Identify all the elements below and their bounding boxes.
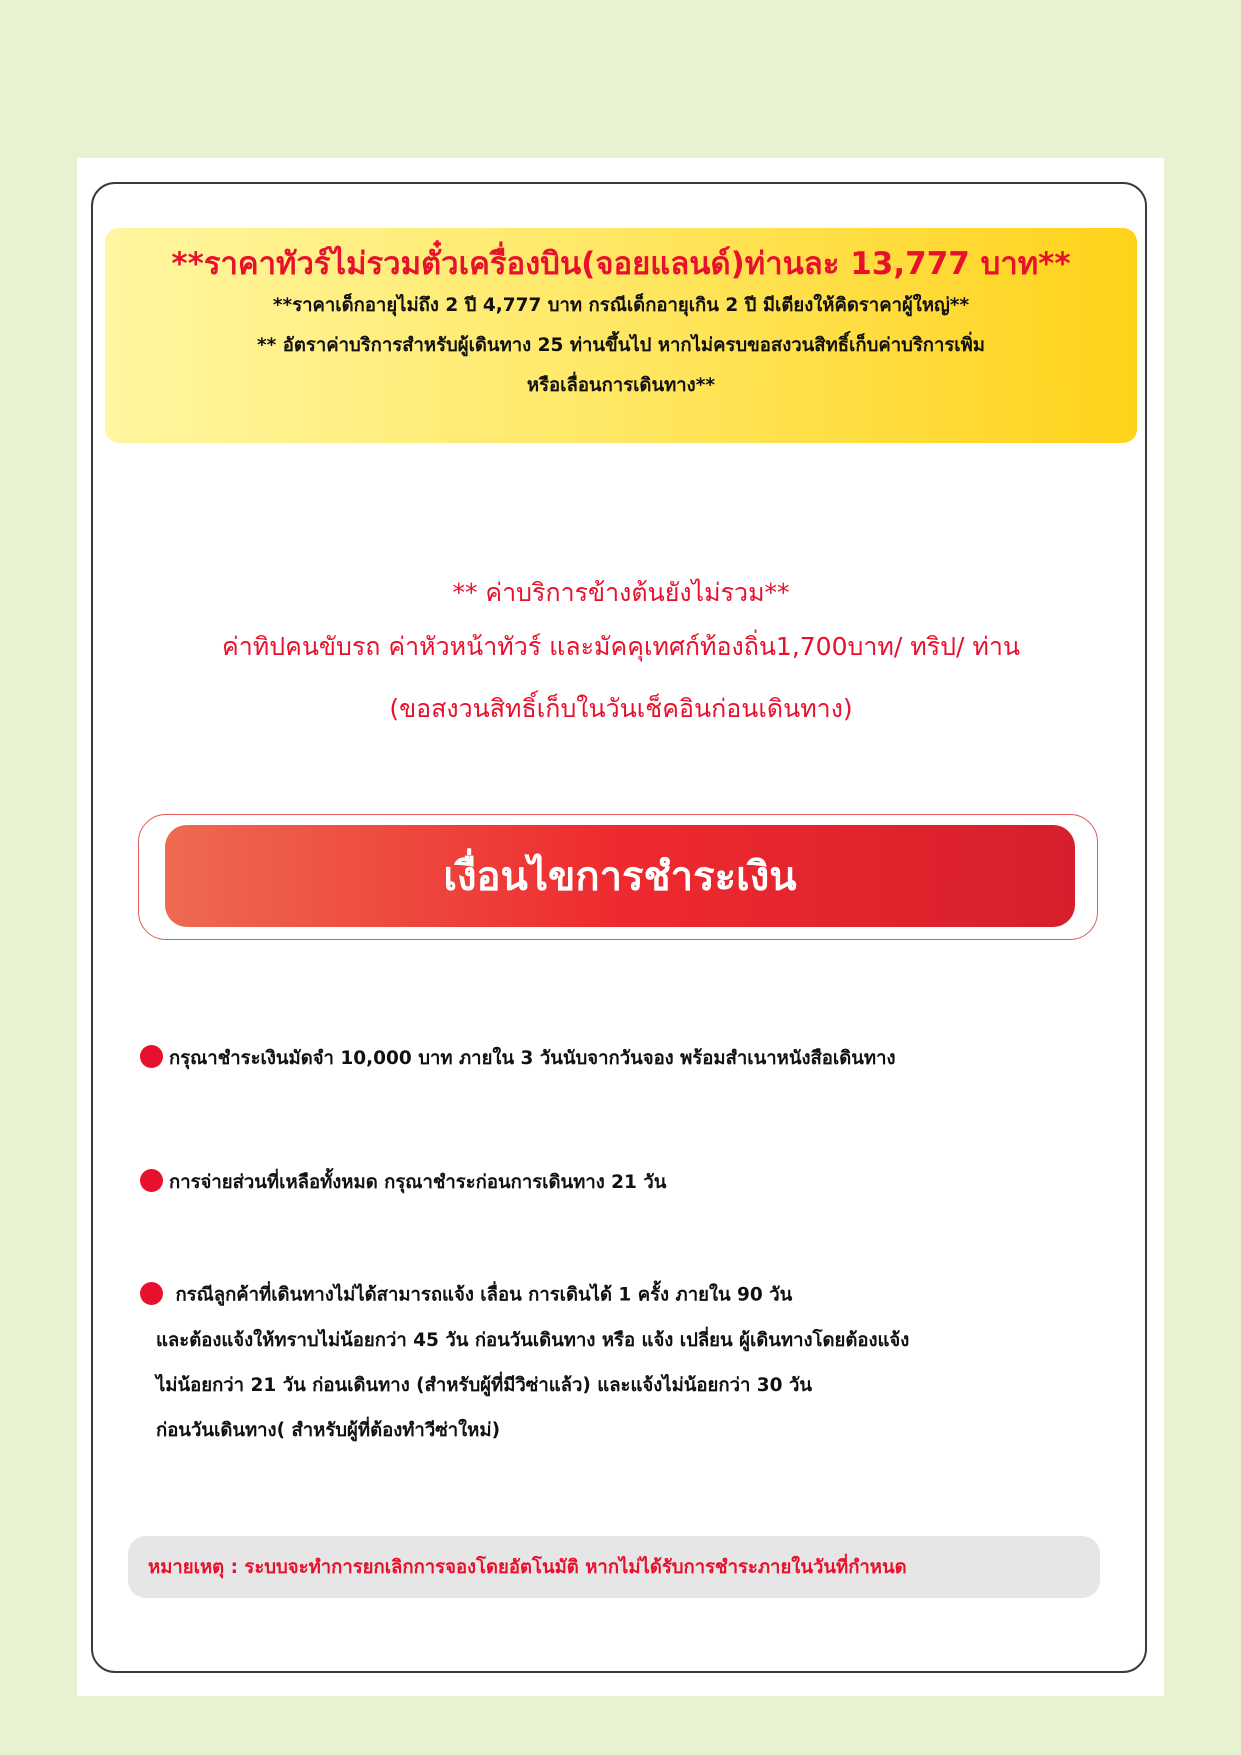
payment-heading: เงื่อนไขการชำระเงิน (443, 854, 797, 900)
price-title: **ราคาทัวร์ไม่รวมตั๋วเครื่องบิน(จอยแลนด์)ท่านละ 13,777 บาท** (171, 246, 1071, 282)
child-price-text: **ราคาเด็กอายุไม่ถึง 2 ปี 4,777 บาท กรณีเด็กอายุเกิน 2 ปี มีเตียงให้คิดราคาผู้ใหญ่** (272, 295, 970, 316)
rate-text-line2: หรือเลื่อนการเดินทาง** (526, 375, 716, 396)
exclusions-line2: (ขอสงวนสิทธิ์เก็บในวันเช็คอินก่อนเดินทาง) (389, 694, 853, 723)
condition-text-cont3: ก่อนวันเดินทาง( สำหรับผู้ที่ต้องทำวีซ่าใหม่) (156, 1419, 501, 1441)
price-box (105, 228, 1137, 443)
note-box (128, 1536, 1100, 1598)
bullet-dot-icon (140, 1282, 163, 1305)
bullet-dot-icon (140, 1169, 163, 1192)
rate-text-line1: ** อัตราค่าบริการสำหรับผู้เดินทาง 25 ท่านขึ้นไป หากไม่ครบขอสงวนสิทธิ์เก็บค่าบริการเพิ่ม (256, 335, 986, 356)
condition-text: การจ่ายส่วนที่เหลือทั้งหมด กรุณาชำระก่อนการเดินทาง 21 วัน (169, 1172, 667, 1193)
exclusions-heading: ** ค่าบริการข้างต้นยังไม่รวม** (452, 578, 790, 607)
condition-text-cont1: และต้องแจ้งให้ทราบไม่น้อยกว่า 45 วัน ก่อนวันเดินทาง หรือ แจ้ง เปลี่ยน ผู้เดินทางโดยต้องแจ้ง (156, 1329, 910, 1351)
note-text: หมายเหตุ : ระบบจะทำการยกเลิกการจองโดยอัตโนมัติ หากไม่ได้รับการชำระภายในวันที่กำหนด (148, 1556, 907, 1578)
condition-item-balance (140, 1168, 666, 1197)
exclusions-line1: ค่าทิปคนขับรถ ค่าหัวหน้าทัวร์ และมัคคุเทศก์ท้องถิ่น1,700บาท/ ทริป/ ท่าน (222, 632, 1020, 661)
condition-text: กรุณาชำระเงินมัดจำ 10,000 บาท ภายใน 3 วันนับจากวันจอง พร้อมสำเนาหนังสือเดินทาง (169, 1048, 896, 1069)
condition-item-deposit (140, 1044, 896, 1073)
condition-item-postpone (140, 1272, 909, 1453)
payment-heading-banner (165, 825, 1075, 927)
exclusions-section (100, 570, 1142, 740)
condition-text-cont2: ไม่น้อยกว่า 21 วัน ก่อนเดินทาง (สำหรับผู้ที่มีวิซ่าแล้ว) และแจ้งไม่น้อยกว่า 30 วัน (156, 1374, 813, 1396)
condition-text: กรณีลูกค้าที่เดินทางไม่ได้สามารถแจ้ง เลื่อน การเดินได้ 1 ครั้ง ภายใน 90 วัน (169, 1284, 793, 1306)
bullet-dot-icon (140, 1045, 163, 1068)
